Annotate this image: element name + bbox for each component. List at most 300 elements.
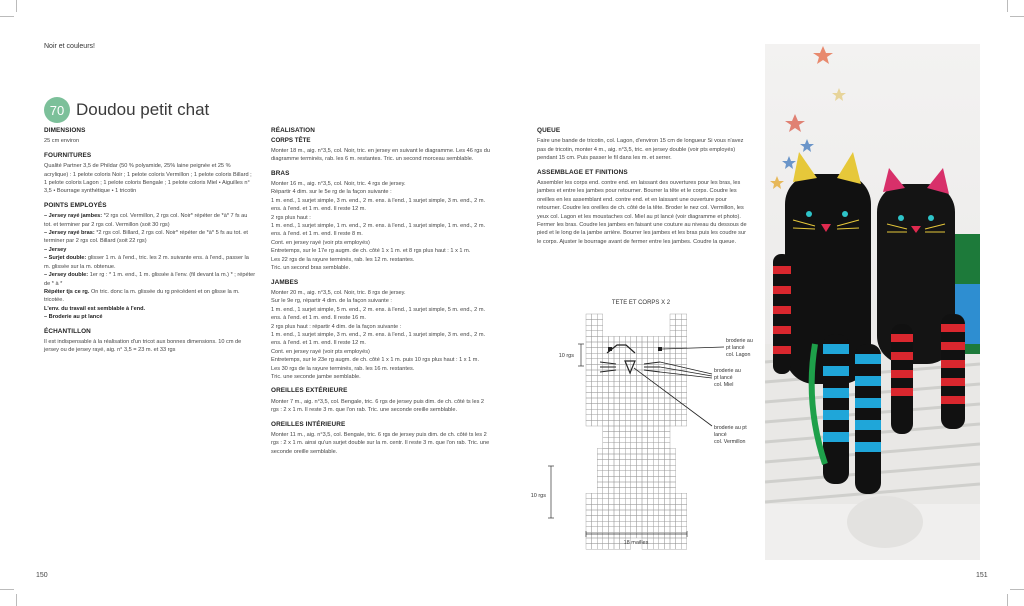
grid-cell bbox=[592, 353, 598, 359]
grid-cell bbox=[631, 471, 637, 477]
bras-line: Les 22 rgs de la rayure terminés, rab. les 12 m. restantes. bbox=[271, 256, 415, 263]
callout-lagon-line: pt lancé bbox=[726, 345, 745, 351]
grid-cell bbox=[631, 353, 637, 359]
grid-cell bbox=[603, 476, 609, 482]
points-item: L'env. du travail est semblable à l'end. bbox=[44, 305, 146, 312]
callout-lagon-line: broderie au bbox=[726, 338, 753, 344]
grid-cell bbox=[614, 454, 620, 460]
grid-cell bbox=[614, 488, 620, 494]
grid-cell bbox=[620, 364, 626, 370]
grid-cell bbox=[681, 325, 687, 331]
crop-mark bbox=[16, 594, 17, 606]
grid-cell bbox=[597, 538, 603, 544]
grid-cell bbox=[631, 476, 637, 482]
grid-cell bbox=[625, 336, 631, 342]
grid-cell bbox=[670, 476, 676, 482]
grid-cell bbox=[659, 516, 665, 522]
grid-cell bbox=[603, 409, 609, 415]
grid-cell bbox=[586, 359, 592, 365]
grid-cell bbox=[636, 364, 642, 370]
grid-cell bbox=[659, 426, 665, 432]
oreilles-ext-heading: OREILLES EXTÉRIEURE bbox=[271, 387, 348, 395]
grid-cell bbox=[653, 432, 659, 438]
grid-cell bbox=[659, 465, 665, 471]
grid-cell bbox=[648, 353, 654, 359]
grid-cell bbox=[620, 460, 626, 466]
grid-cell bbox=[586, 370, 592, 376]
grid-cell bbox=[636, 510, 642, 516]
grid-cell bbox=[648, 460, 654, 466]
grid-cell bbox=[670, 493, 676, 499]
grid-cell bbox=[631, 376, 637, 382]
grid-cell bbox=[636, 454, 642, 460]
grid-cell bbox=[653, 521, 659, 527]
grid-cell bbox=[636, 342, 642, 348]
grid-cell bbox=[620, 392, 626, 398]
grid-cell bbox=[681, 521, 687, 527]
grid-cell bbox=[636, 426, 642, 432]
grid-cell bbox=[676, 336, 682, 342]
grid-cell bbox=[608, 504, 614, 510]
grid-cell bbox=[603, 432, 609, 438]
echantillon-heading: ÉCHANTILLON bbox=[44, 327, 91, 335]
grid-cell bbox=[670, 460, 676, 466]
grid-cell bbox=[625, 415, 631, 421]
grid-cell bbox=[676, 504, 682, 510]
grid-cell bbox=[681, 527, 687, 533]
grid-cell bbox=[592, 415, 598, 421]
grid-cell bbox=[659, 460, 665, 466]
grid-cell bbox=[653, 482, 659, 488]
grid-cell bbox=[648, 342, 654, 348]
grid-cell bbox=[597, 488, 603, 494]
grid-cell bbox=[592, 521, 598, 527]
grid-cell bbox=[659, 527, 665, 533]
grid-cell bbox=[676, 521, 682, 527]
grid-cell bbox=[592, 504, 598, 510]
grid-cell bbox=[659, 504, 665, 510]
grid-cell bbox=[614, 499, 620, 505]
grid-cell bbox=[597, 448, 603, 454]
grid-cell bbox=[659, 476, 665, 482]
jambes-heading: JAMBES bbox=[271, 278, 299, 286]
grid-cell bbox=[648, 532, 654, 538]
grid-cell bbox=[636, 420, 642, 426]
grid-cell bbox=[608, 420, 614, 426]
grid-cell bbox=[676, 493, 682, 499]
grid-cell bbox=[676, 510, 682, 516]
grid-cell bbox=[586, 364, 592, 370]
grid-cell bbox=[642, 342, 648, 348]
grid-cell bbox=[592, 404, 598, 410]
grid-cell bbox=[659, 398, 665, 404]
grid-cell bbox=[676, 364, 682, 370]
grid-cell bbox=[631, 398, 637, 404]
grid-cell bbox=[603, 510, 609, 516]
grid-cell bbox=[614, 527, 620, 533]
grid-cell bbox=[681, 493, 687, 499]
grid-cell bbox=[642, 521, 648, 527]
grid-cell bbox=[642, 404, 648, 410]
grid-cell bbox=[631, 493, 637, 499]
grid-cell bbox=[614, 476, 620, 482]
grid-cell bbox=[648, 510, 654, 516]
grid-cell bbox=[653, 398, 659, 404]
grid-cell bbox=[586, 353, 592, 359]
jambes-line: Les 30 rgs de la rayure terminés, rab. les 16 m. restantes. bbox=[271, 365, 415, 372]
grid-cell bbox=[608, 465, 614, 471]
grid-cell bbox=[631, 392, 637, 398]
grid-cell bbox=[664, 488, 670, 494]
grid-cell bbox=[631, 387, 637, 393]
grid-cell bbox=[653, 527, 659, 533]
grid-cell bbox=[676, 314, 682, 320]
grid-cell bbox=[631, 404, 637, 410]
grid-cell bbox=[642, 398, 648, 404]
grid-cell bbox=[597, 404, 603, 410]
grid-cell bbox=[659, 544, 665, 550]
grid-cell bbox=[603, 544, 609, 550]
grid-cell bbox=[592, 527, 598, 533]
grid-cell bbox=[608, 415, 614, 421]
oreilles-int-text: Monter 11 m., aig. n°3,5, col. Bengale, tric. 6 rgs de jersey puis dim. de ch. côté ts les 2 rgs : 2 x 1 m. ainsi qu'un surjet double sur la m. centr. Il reste 3 m. que l'on rab. Tric. une seconde oreille semblable. bbox=[271, 432, 490, 455]
grid-cell bbox=[586, 516, 592, 522]
grid-cell bbox=[597, 493, 603, 499]
grid-cell bbox=[597, 398, 603, 404]
grid-cell bbox=[603, 392, 609, 398]
grid-cell bbox=[653, 532, 659, 538]
grid-cell bbox=[625, 448, 631, 454]
grid-cell bbox=[603, 538, 609, 544]
grid-cell bbox=[653, 404, 659, 410]
grid-cell bbox=[597, 409, 603, 415]
grid-cell bbox=[608, 353, 614, 359]
page-number-right: 151 bbox=[976, 572, 988, 579]
grid-cell bbox=[592, 364, 598, 370]
grid-cell bbox=[648, 348, 654, 354]
grid-cell bbox=[631, 460, 637, 466]
grid-cell bbox=[653, 443, 659, 449]
grid-cell bbox=[636, 376, 642, 382]
grid-cell bbox=[664, 454, 670, 460]
grid-cell bbox=[664, 499, 670, 505]
grid-cell bbox=[681, 314, 687, 320]
grid-cell bbox=[620, 370, 626, 376]
grid-cell bbox=[625, 476, 631, 482]
grid-cell bbox=[597, 325, 603, 331]
right-column bbox=[537, 127, 750, 246]
grid-cell bbox=[592, 510, 598, 516]
grid-cell bbox=[636, 443, 642, 449]
grid-cell bbox=[620, 476, 626, 482]
grid-cell bbox=[597, 420, 603, 426]
grid-cell bbox=[642, 510, 648, 516]
grid-cell bbox=[620, 499, 626, 505]
eye-left bbox=[608, 347, 612, 351]
grid-cell bbox=[664, 342, 670, 348]
grid-cell bbox=[625, 532, 631, 538]
grid-cell bbox=[586, 404, 592, 410]
label-18mailles: 18 mailles bbox=[623, 540, 649, 546]
grid-cell bbox=[603, 504, 609, 510]
assemblage-text: Assembler les corps end. contre end. en laissant des ouvertures pour les bras, les jambes et entre les jambes pour retourner. Bourrer la tête et le corps. Coudre les oreilles en les assemblant end. contre end. et en laissant une ouverture pour retourner. Coudre les oreilles de ch. côté de la tête. Broder le nez col. Vermillon, les yeux col. Lagon et les moustaches col. Miel au pt lancé (voir diagramme et photo). Fermer les bras. Coudre les jambes en faisant une couture au niveau du dessous de pied et le long de la jambe arrière. Bourrer les jambes et les bras puis les coudre sur le corps. Ajuster le bourrage avant de fermer entre les jambes. Coudre la queue. bbox=[537, 180, 747, 245]
grid-cell bbox=[586, 538, 592, 544]
points-item: – Jersey bbox=[44, 246, 67, 253]
grid-cell bbox=[659, 381, 665, 387]
points-item: – Jersey double: 1er rg : * 1 m. end., 1 m. glissée à l'env. (fil devant la m.) * ; répéter de * à * bbox=[44, 272, 256, 287]
grid-cell bbox=[608, 398, 614, 404]
callout-line-lagon bbox=[662, 347, 724, 349]
grid-cell bbox=[659, 454, 665, 460]
grid-cell bbox=[620, 532, 626, 538]
middle-column bbox=[271, 127, 493, 456]
grid-cell bbox=[592, 387, 598, 393]
grid-cell bbox=[636, 336, 642, 342]
fournitures-text: Qualité Partner 3,5 de Phildar (50 % polyamide, 25% laine peignée et 25 % acrylique) : 1 pelote coloris Noir ; 1 pelote coloris Vermillon ; 1 pelote coloris Billard ; 1 pelote coloris Lagon ; 1 pelote coloris Bengale ; 1 pelote coloris Miel • Aiguilles n° 3,5 • Bourrage synthétique • 1 tricotin bbox=[44, 163, 252, 195]
grid-cell bbox=[648, 404, 654, 410]
bras-line: 2 rgs plus haut : bbox=[271, 214, 311, 221]
grid-cell bbox=[592, 398, 598, 404]
grid-cell bbox=[636, 353, 642, 359]
callout-vermillon-line: col. Vermillon bbox=[714, 439, 746, 445]
grid-cell bbox=[670, 504, 676, 510]
grid-cell bbox=[614, 415, 620, 421]
grid-cell bbox=[620, 353, 626, 359]
grid-cell bbox=[676, 516, 682, 522]
grid-cell bbox=[681, 398, 687, 404]
grid-cell bbox=[659, 482, 665, 488]
grid-cell bbox=[636, 488, 642, 494]
grid-cell bbox=[642, 448, 648, 454]
grid-cell bbox=[642, 426, 648, 432]
grid-cell bbox=[625, 392, 631, 398]
grid-cell bbox=[614, 432, 620, 438]
oreilles-ext-text: Monter 7 m., aig. n°3,5, col. Bengale, tric. 6 rgs de jersey puis dim. de ch. côté ts les 2 rgs : 2 x 1 m. Il reste 3 m. que l'on rab. Tric. une seconde oreille semblable. bbox=[271, 398, 485, 414]
product-photo bbox=[765, 44, 980, 560]
grid-cell bbox=[586, 381, 592, 387]
grid-cell bbox=[648, 516, 654, 522]
grid-cell bbox=[664, 482, 670, 488]
grid-cell bbox=[664, 521, 670, 527]
photo-svg bbox=[765, 44, 980, 560]
grid-cell bbox=[603, 488, 609, 494]
grid-cell bbox=[670, 527, 676, 533]
grid-cell bbox=[636, 476, 642, 482]
grid-cell bbox=[670, 482, 676, 488]
grid-cell bbox=[648, 437, 654, 443]
grid-cell bbox=[592, 392, 598, 398]
grid-cell bbox=[642, 420, 648, 426]
grid-cell bbox=[603, 353, 609, 359]
grid-cell bbox=[586, 521, 592, 527]
cat-small-leg bbox=[941, 314, 965, 429]
grid-cell bbox=[608, 443, 614, 449]
grid-cell bbox=[625, 381, 631, 387]
points-heading: POINTS EMPLOYÉS bbox=[44, 201, 107, 209]
grid-cell bbox=[642, 432, 648, 438]
grid-cell bbox=[597, 476, 603, 482]
grid-cell bbox=[586, 376, 592, 382]
grid-cell bbox=[592, 532, 598, 538]
grid-cell bbox=[670, 415, 676, 421]
grid-cell bbox=[659, 521, 665, 527]
grid-cell bbox=[625, 465, 631, 471]
grid-cell bbox=[586, 420, 592, 426]
grid-cell bbox=[636, 532, 642, 538]
grid-cell bbox=[614, 482, 620, 488]
grid-cell bbox=[614, 544, 620, 550]
grid-cell bbox=[653, 376, 659, 382]
grid-cell bbox=[608, 454, 614, 460]
grid-cell bbox=[653, 465, 659, 471]
grid-cell bbox=[681, 538, 687, 544]
grid-cell bbox=[603, 460, 609, 466]
grid-cell bbox=[681, 544, 687, 550]
grid-cell bbox=[659, 538, 665, 544]
grid-cell bbox=[676, 409, 682, 415]
grid-cell bbox=[676, 420, 682, 426]
grid-cell bbox=[620, 504, 626, 510]
grid-cell bbox=[631, 432, 637, 438]
grid-cell bbox=[664, 471, 670, 477]
grid-cell bbox=[608, 448, 614, 454]
bras-line: Tric. un second bras semblable. bbox=[271, 265, 351, 272]
grid-cell bbox=[614, 465, 620, 471]
grid-cell bbox=[676, 404, 682, 410]
grid-cell bbox=[620, 409, 626, 415]
grid-cell bbox=[586, 325, 592, 331]
grid-cell bbox=[586, 527, 592, 533]
grid-cell bbox=[597, 387, 603, 393]
grid-cell bbox=[631, 336, 637, 342]
grid-cell bbox=[659, 415, 665, 421]
grid-cell bbox=[636, 448, 642, 454]
grid-cell bbox=[597, 320, 603, 326]
grid-cell bbox=[620, 493, 626, 499]
grid-cell bbox=[659, 493, 665, 499]
grid-cell bbox=[676, 392, 682, 398]
grid-cell bbox=[653, 437, 659, 443]
grid-cell bbox=[620, 376, 626, 382]
grid-cell bbox=[659, 432, 665, 438]
grid-cell bbox=[586, 320, 592, 326]
grid-cell bbox=[681, 409, 687, 415]
grid-cell bbox=[608, 482, 614, 488]
grid-cell bbox=[664, 504, 670, 510]
crop-mark bbox=[1010, 589, 1024, 590]
grid-cell bbox=[608, 499, 614, 505]
grid-cell bbox=[603, 376, 609, 382]
grid-cell bbox=[670, 521, 676, 527]
grid-cell bbox=[620, 432, 626, 438]
grid-cell bbox=[592, 499, 598, 505]
grid-cell bbox=[670, 353, 676, 359]
grid-cell bbox=[608, 381, 614, 387]
callout-miel-line: broderie au bbox=[714, 368, 741, 374]
grid-cell bbox=[608, 493, 614, 499]
grid-cell bbox=[592, 336, 598, 342]
grid-cell bbox=[642, 387, 648, 393]
grid-cell bbox=[614, 532, 620, 538]
grid-cell bbox=[664, 415, 670, 421]
grid-cell bbox=[631, 437, 637, 443]
grid-cell bbox=[620, 420, 626, 426]
grid-cell bbox=[586, 510, 592, 516]
grid-cell bbox=[625, 499, 631, 505]
grid-cell bbox=[620, 359, 626, 365]
grid-cell bbox=[670, 320, 676, 326]
grid-cell bbox=[653, 336, 659, 342]
grid-cell bbox=[597, 544, 603, 550]
grid-cell bbox=[670, 488, 676, 494]
grid-cell bbox=[592, 538, 598, 544]
grid-cell bbox=[681, 359, 687, 365]
grid-cell bbox=[631, 409, 637, 415]
grid-cell bbox=[620, 527, 626, 533]
grid-cell bbox=[648, 392, 654, 398]
grid-cell bbox=[603, 482, 609, 488]
grid-cell bbox=[586, 342, 592, 348]
grid-cell bbox=[670, 381, 676, 387]
grid-cell bbox=[670, 516, 676, 522]
grid-cell bbox=[642, 454, 648, 460]
grid-cell bbox=[681, 420, 687, 426]
grid-cell bbox=[670, 454, 676, 460]
grid-cell bbox=[681, 320, 687, 326]
grid-cell bbox=[642, 392, 648, 398]
grid-cell bbox=[670, 376, 676, 382]
grid-cell bbox=[642, 460, 648, 466]
grid-cell bbox=[670, 331, 676, 337]
grid-cell bbox=[653, 538, 659, 544]
grid-cell bbox=[597, 527, 603, 533]
nose-embroidery bbox=[625, 361, 635, 373]
callout-miel-line: col. Miel bbox=[714, 382, 734, 388]
grid-cell bbox=[659, 448, 665, 454]
grid-cell bbox=[614, 493, 620, 499]
grid-cell bbox=[608, 538, 614, 544]
echantillon-text: Il est indispensable à la réalisation d'un tricot aux bonnes dimensions. 10 cm de jersey ou de jersey rayé, aig. n° 3,5 = 23 m. et 33 rgs bbox=[44, 338, 242, 354]
points-item: – Surjet double: glisser 1 m. à l'end., tric. les 2 m. suivante ens. à l'end., passer la m. glissée sur la m. obtenue. bbox=[44, 255, 249, 270]
jambes-line: Monter 20 m., aig. n°3,5, col. Noir, tric. 8 rgs de jersey. bbox=[271, 289, 406, 296]
grid-cell bbox=[664, 544, 670, 550]
grid-cell bbox=[653, 448, 659, 454]
grid-cell bbox=[620, 488, 626, 494]
grid-cell bbox=[676, 325, 682, 331]
grid-cell bbox=[653, 415, 659, 421]
grid-cell bbox=[603, 420, 609, 426]
grid-cell bbox=[625, 404, 631, 410]
grid-cell bbox=[636, 516, 642, 522]
grid-cell bbox=[653, 493, 659, 499]
grid-cell bbox=[664, 516, 670, 522]
grid-cell bbox=[620, 443, 626, 449]
grid-cell bbox=[681, 331, 687, 337]
grid-cell bbox=[642, 443, 648, 449]
grid-cell bbox=[608, 488, 614, 494]
grid-cell bbox=[586, 409, 592, 415]
grid-cell bbox=[586, 348, 592, 354]
grid-cell bbox=[597, 460, 603, 466]
grid-cell bbox=[648, 415, 654, 421]
grid-cell bbox=[642, 493, 648, 499]
left-column bbox=[44, 127, 256, 355]
grid-cell bbox=[608, 516, 614, 522]
grid-cell bbox=[631, 510, 637, 516]
grid-cell bbox=[659, 342, 665, 348]
knit-grid bbox=[586, 314, 687, 549]
grid-cell bbox=[653, 499, 659, 505]
